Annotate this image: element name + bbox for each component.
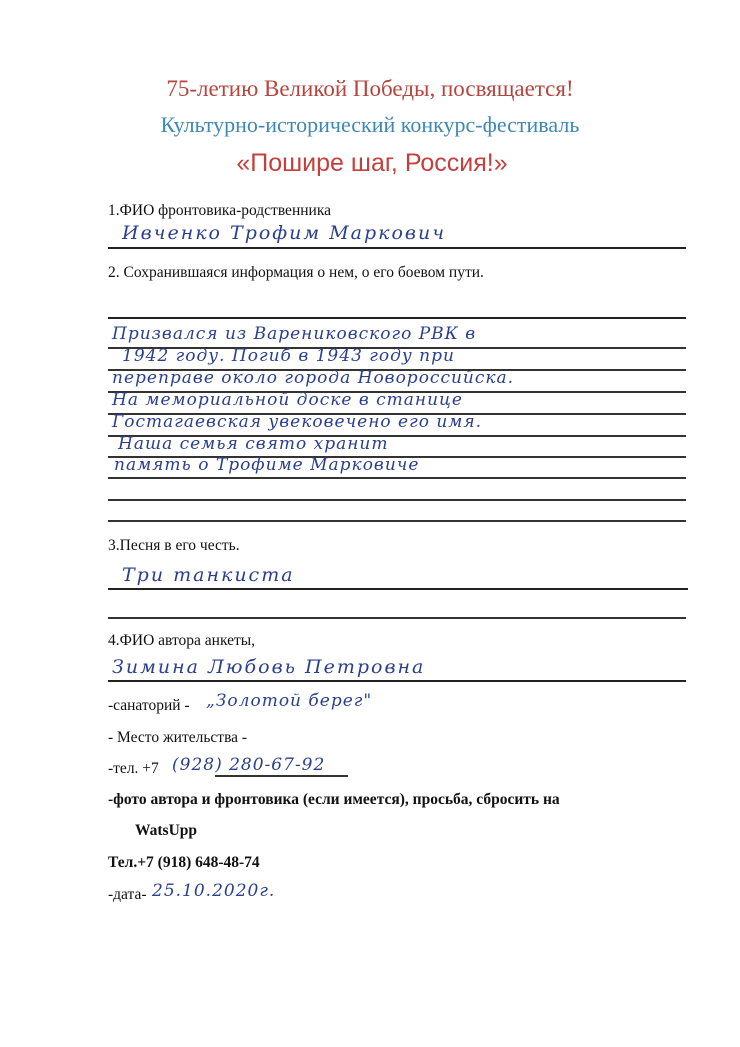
q2-ruled-line [108,477,686,479]
q3-label: 3.Песня в его честь. [108,537,240,554]
sanatorium-value[interactable]: „Золотой берег" [206,691,373,711]
q2-label: 2. Сохранившаяся информация о нем, о его боевом пути. [108,264,484,281]
q1-answer-line [108,247,686,249]
q2-answer-line-4: На мемориальной доске в станице [112,390,463,410]
dedication-heading: 75-летию Великой Победы, посвящается! [166,76,574,101]
q2-answer-line-3: переправе около города Новороссийска. [112,368,515,388]
q2-answer-line-2: 1942 году. Погиб в 1943 году при [122,346,455,366]
q1-label: 1.ФИО фронтовика-родственника [108,202,332,219]
q2-answer-line-1: Призвался из Варениковского РВК в [112,324,477,344]
festival-heading: Культурно-исторический конкурс-фестиваль [160,112,580,137]
photo-note: -фото автора и фронтовика (если имеется), просьба, сбросить на [108,791,560,808]
q2-answer-line-7: память о Трофиме Марковиче [114,455,420,475]
q2-answer-line-6: Наша семья свято хранит [118,434,389,454]
q1-answer[interactable]: Ивченко Трофим Маркович [122,222,447,244]
q2-ruled-line [108,520,686,522]
q4-answer-line [108,680,686,682]
sanatorium-label: -санаторий - [108,697,190,714]
festival-name-heading: «Пошире шаг, Россия!» [236,149,508,177]
q2-answer-line-5: Гостагаевская увековечено его имя. [112,412,483,432]
q4-label: 4.ФИО автора анкеты, [108,632,256,649]
q3-ruled-line [108,617,686,619]
messenger-name: WatsUpp [135,822,198,839]
q2-ruled-line [108,499,686,501]
date-label: -дата- [108,886,147,903]
phone-label: -тел. +7 [108,760,159,777]
phone-value[interactable]: (928) 280-67-92 [172,755,326,775]
q2-top-line [108,317,686,319]
q3-ruled-line [108,588,688,590]
residence-label: - Место жительства - [108,729,248,746]
phone-underline [215,775,348,777]
q4-answer[interactable]: Зимина Любовь Петровна [112,656,426,678]
date-value[interactable]: 25.10.2020г. [152,881,276,901]
contact-phone: Тел.+7 (918) 648-48-74 [108,854,260,871]
q3-answer-line-1[interactable]: Три танкиста [122,564,295,586]
